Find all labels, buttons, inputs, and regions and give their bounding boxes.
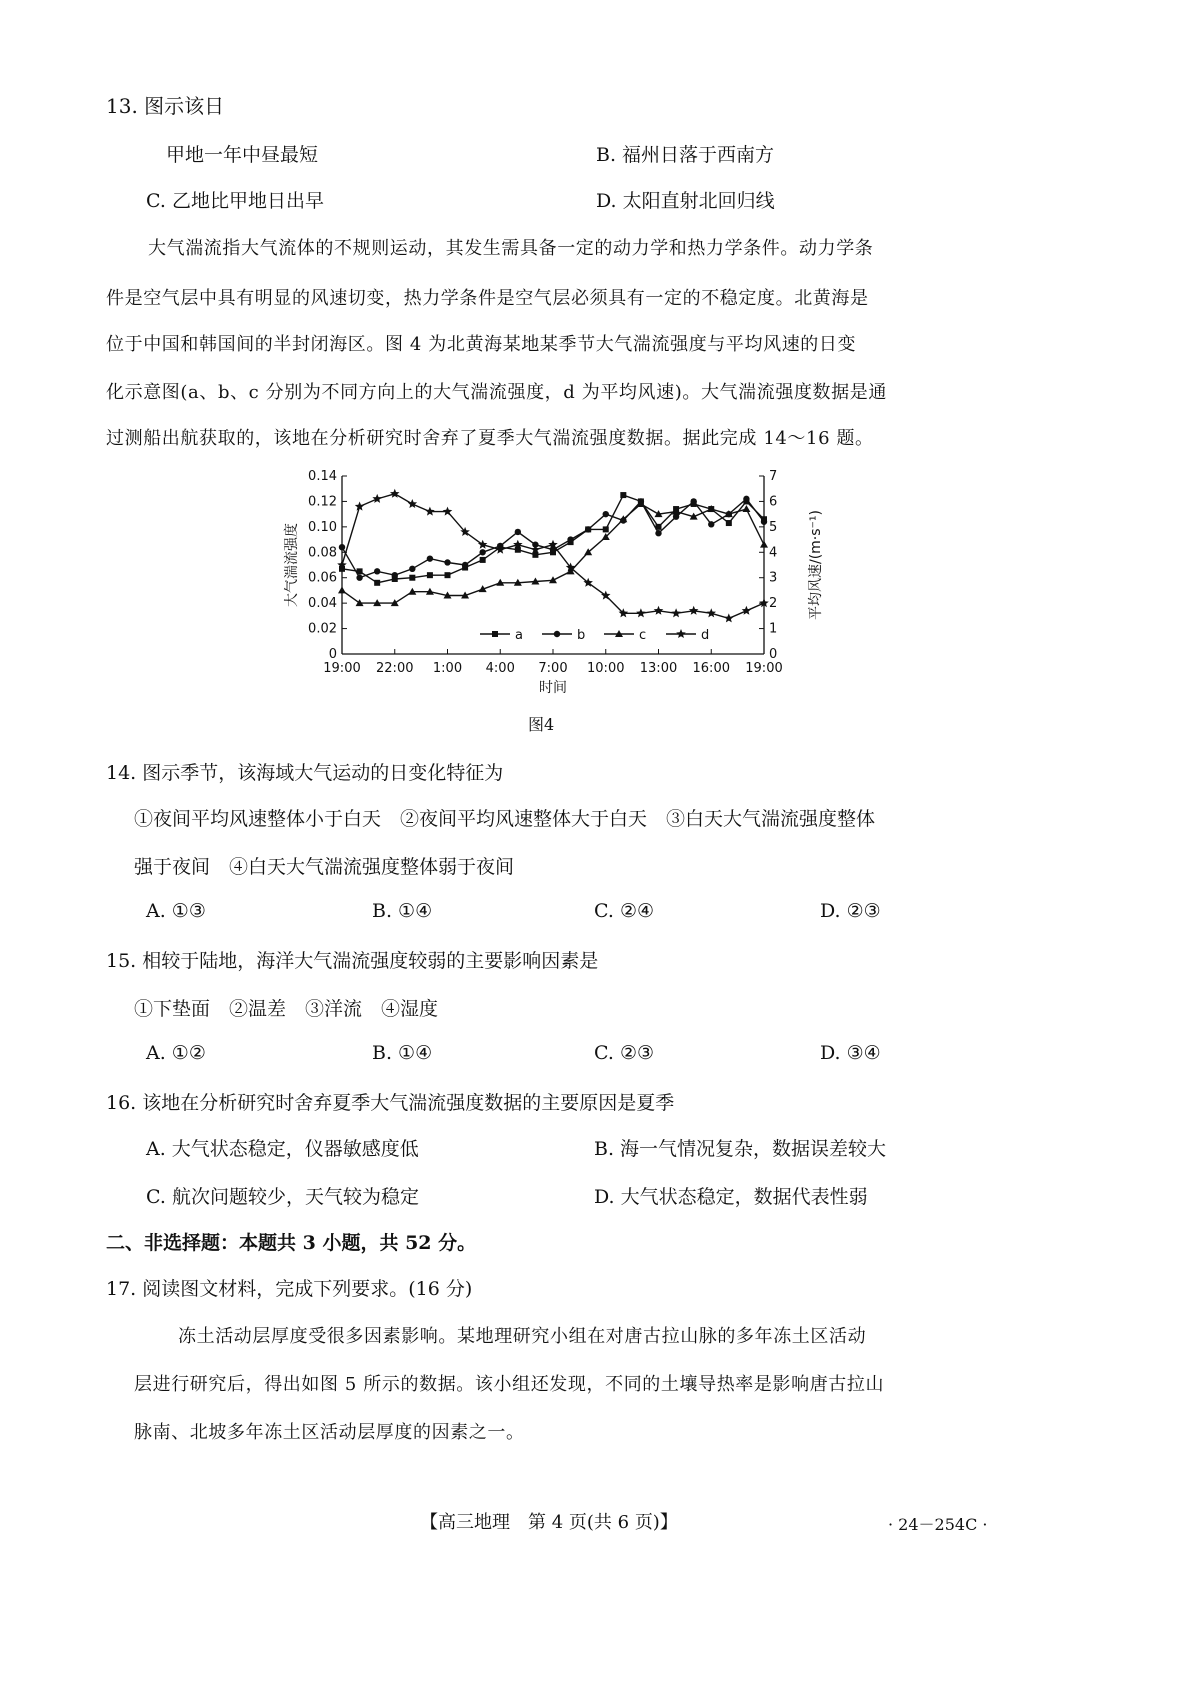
- page-footer: 【高三地理 第 4 页(共 6 页)】: [420, 1512, 678, 1533]
- series-c-point: [742, 505, 750, 512]
- series-d-point: [742, 606, 752, 615]
- x-tick-label: 19:00: [745, 661, 783, 676]
- series-b-point: [339, 544, 345, 550]
- series-b-point: [761, 519, 767, 525]
- series-b-point: [603, 511, 609, 517]
- y-tick-label-right: 1: [769, 621, 778, 637]
- page-code: · 24－254C ·: [888, 1515, 988, 1534]
- q14-option-b: B. ①④: [372, 900, 433, 922]
- y-axis-title-left: 大气湍流强度: [284, 523, 300, 607]
- figure-caption: 图4: [528, 715, 555, 734]
- series-b-point: [655, 530, 661, 536]
- series-a-point: [620, 492, 626, 498]
- x-tick-label: 19:00: [323, 661, 361, 676]
- x-axis-title: 时间: [539, 680, 567, 696]
- series-d-point: [654, 606, 664, 615]
- series-d-line: [342, 494, 764, 619]
- series-b-point: [462, 562, 468, 568]
- legend-label-c: c: [639, 628, 647, 643]
- q14-option-a: A. ①③: [146, 900, 206, 922]
- series-a-point: [480, 557, 486, 563]
- y-tick-label-right: 5: [769, 519, 778, 535]
- q15-option-d: D. ③④: [820, 1042, 881, 1064]
- q15-option-c: C. ②③: [594, 1042, 655, 1064]
- x-tick-label: 4:00: [485, 661, 515, 676]
- series-d-point: [707, 608, 717, 617]
- y-tick-label-right: 3: [769, 570, 778, 586]
- passage1-line-1: 大气湍流指大气流体的不规则运动，其发生需具备一定的动力学和热力学条件。动力学条: [148, 238, 874, 259]
- q14-title: 14. 图示季节，该海域大气运动的日变化特征为: [106, 762, 504, 784]
- q15-title: 15. 相较于陆地，海洋大气湍流强度较弱的主要影响因素是: [106, 950, 599, 972]
- y-tick-label-left: 0.08: [308, 545, 337, 561]
- q16-option-d: D. 大气状态稳定，数据代表性弱: [594, 1186, 868, 1208]
- q14-statements-2: 强于夜间 ④白天大气湍流强度整体弱于夜间: [134, 856, 515, 878]
- y-tick-label-left: 0.06: [308, 570, 337, 586]
- passage1-line-4: 化示意图(a、b、c 分别为不同方向上的大气湍流强度，d 为平均风速)。大气湍流强度数据是通: [106, 382, 887, 403]
- series-a-point: [603, 526, 609, 532]
- passage1-line-2: 件是空气层中具有明显的风速切变，热力学条件是空气层必须具有一定的不稳定度。北黄海是: [106, 288, 869, 309]
- legend-label-a: a: [515, 628, 523, 643]
- q15-statements: ①下垫面 ②温差 ③洋流 ④湿度: [134, 998, 439, 1020]
- y-tick-label-left: 0: [328, 647, 337, 662]
- series-b-point: [690, 498, 696, 504]
- legend-label-b: b: [577, 628, 586, 643]
- q16-option-b: B. 海一气情况复杂，数据误差较大: [594, 1138, 887, 1160]
- series-d-point: [355, 502, 365, 511]
- series-d-point: [408, 499, 418, 508]
- series-c-point: [549, 576, 557, 583]
- q14-statements-1: ①夜间平均风速整体小于白天 ②夜间平均风速整体大于白天 ③白天大气湍流强度整体: [134, 808, 876, 830]
- passage1-line-3: 位于中国和韩国间的半封闭海区。图 4 为北黄海某地某季节大气湍流强度与平均风速的日变: [106, 334, 857, 355]
- y-axis-title-right: 平均风速/(m·s⁻¹): [808, 509, 824, 621]
- series-b-point: [392, 572, 398, 578]
- q13-title: 13. 图示该日: [106, 94, 225, 118]
- q15-option-a: A. ①②: [146, 1042, 206, 1064]
- y-tick-label-right: 2: [769, 596, 778, 612]
- q14-option-d: D. ②③: [820, 900, 881, 922]
- series-a-point: [374, 580, 380, 586]
- series-b-point: [585, 526, 591, 532]
- figure-4-chart: [280, 462, 830, 710]
- series-a-line: [342, 495, 764, 583]
- series-a-point: [427, 572, 433, 578]
- series-d-point: [372, 494, 382, 503]
- q16-option-a: A. 大气状态稳定，仪器敏感度低: [146, 1138, 419, 1160]
- y-tick-label-right: 6: [769, 494, 778, 510]
- q13-option-a: 甲地一年中昼最短: [166, 144, 319, 166]
- y-tick-label-left: 0.12: [308, 494, 337, 510]
- legend-marker-b: [554, 631, 560, 637]
- legend-label-d: d: [701, 628, 710, 643]
- y-tick-label-left: 0.02: [308, 621, 337, 637]
- q13-option-b: B. 福州日落于西南方: [596, 144, 775, 166]
- series-b-point: [444, 559, 450, 565]
- x-tick-label: 7:00: [538, 661, 568, 676]
- y-tick-label-right: 0: [769, 647, 778, 662]
- y-tick-label-left: 0.04: [308, 596, 337, 612]
- section-2-heading: 二、非选择题：本题共 3 小题，共 52 分。: [106, 1232, 477, 1254]
- series-d-point: [636, 608, 646, 617]
- series-b-point: [409, 566, 415, 572]
- legend-marker-d: [676, 629, 686, 638]
- series-a-point: [409, 575, 415, 581]
- series-b-point: [479, 549, 485, 555]
- series-b-point: [567, 536, 573, 542]
- q15-option-b: B. ①④: [372, 1042, 433, 1064]
- q16-option-c: C. 航次问题较少，天气较为稳定: [146, 1186, 419, 1208]
- series-d-point: [443, 507, 453, 516]
- y-tick-label-right: 7: [769, 469, 778, 484]
- series-b-point: [743, 496, 749, 502]
- q13-option-d: D. 太阳直射北回归线: [596, 190, 775, 212]
- q17-passage-2: 层进行研究后，得出如图 5 所示的数据。该小组还发现，不同的土壤导热率是影响唐古拉山: [134, 1374, 885, 1395]
- y-tick-label-left: 0.14: [308, 469, 337, 484]
- series-c-point: [338, 586, 346, 593]
- x-tick-label: 22:00: [376, 661, 414, 676]
- series-d-point: [425, 507, 435, 516]
- y-tick-label-right: 4: [769, 545, 778, 561]
- series-d-point: [496, 545, 506, 554]
- series-d-point: [689, 606, 699, 615]
- q17-passage-1: 冻土活动层厚度受很多因素影响。某地理研究小组在对唐古拉山脉的多年冻土区活动: [178, 1326, 867, 1347]
- y-tick-label-left: 0.10: [308, 519, 337, 535]
- series-d-point: [724, 613, 734, 622]
- series-b-point: [427, 555, 433, 561]
- q16-title: 16. 该地在分析研究时舍弃夏季大气湍流强度数据的主要原因是夏季: [106, 1092, 675, 1114]
- x-tick-label: 10:00: [587, 661, 625, 676]
- series-b-point: [708, 521, 714, 527]
- series-b-point: [356, 575, 362, 581]
- series-d-point: [478, 540, 488, 549]
- q14-option-c: C. ②④: [594, 900, 655, 922]
- series-a-point: [445, 572, 451, 578]
- x-tick-label: 1:00: [432, 661, 463, 676]
- x-tick-label: 16:00: [692, 661, 730, 676]
- series-a-point: [726, 520, 732, 526]
- x-tick-label: 13:00: [639, 661, 678, 676]
- series-b-line: [342, 499, 764, 578]
- legend-marker-a: [492, 631, 498, 637]
- series-c-point: [760, 541, 768, 548]
- passage1-line-5: 过测船出航获取的，该地在分析研究时舍弃了夏季大气湍流强度数据。据此完成 14～16 题。: [106, 428, 874, 449]
- series-b-point: [515, 529, 521, 535]
- q17-passage-3: 脉南、北坡多年冻土区活动层厚度的因素之一。: [134, 1422, 525, 1443]
- series-d-point: [671, 608, 681, 617]
- q17-title: 17. 阅读图文材料，完成下列要求。(16 分): [106, 1278, 473, 1300]
- series-b-point: [374, 568, 380, 574]
- q13-option-c: C. 乙地比甲地日出早: [146, 190, 324, 212]
